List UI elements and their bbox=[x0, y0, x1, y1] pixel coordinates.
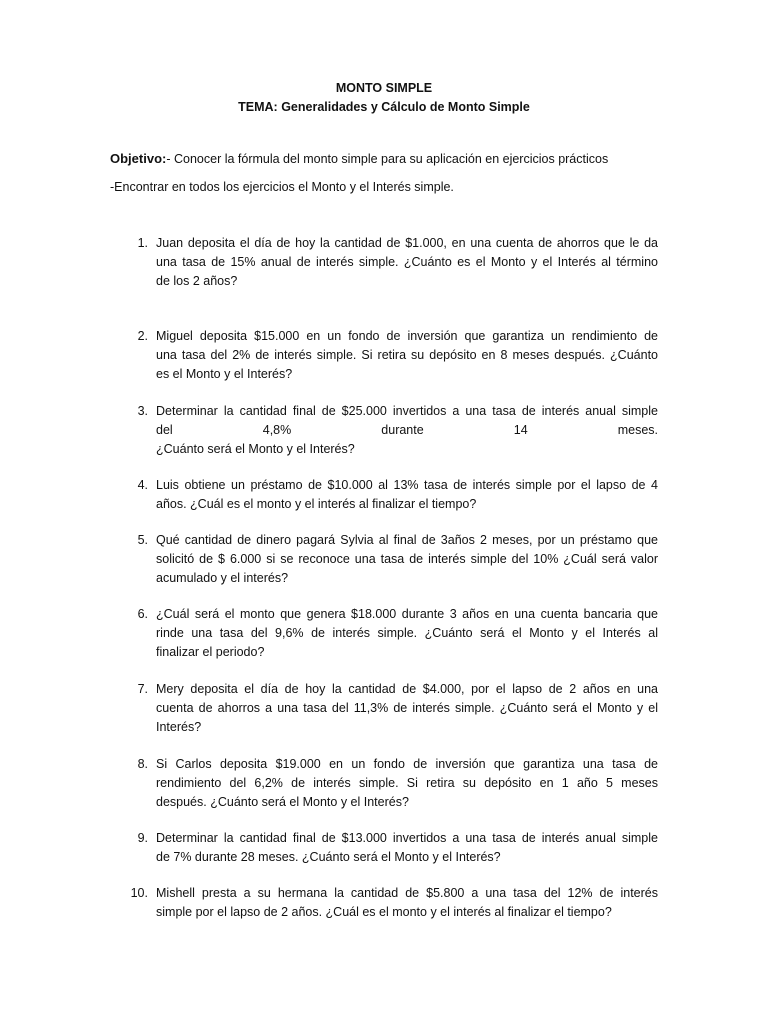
item-text bbox=[156, 680, 658, 737]
item-number: 2. bbox=[137, 329, 148, 343]
objective-line bbox=[110, 151, 608, 167]
item-text-line: una tasa de 15% anual de interés simple. ¿Cuánto es el Monto y el Interés al término bbox=[156, 255, 658, 269]
item-text bbox=[156, 402, 658, 459]
item-text-line: una tasa del 2% de interés simple. Si retira su depósito en 8 meses después. ¿Cuánto bbox=[156, 348, 658, 362]
objective-second-line: -Encontrar en todos los ejercicios el Monto y el Interés simple. bbox=[110, 180, 454, 194]
item-number: 4. bbox=[137, 478, 148, 492]
page-subtitle: TEMA: Generalidades y Cálculo de Monto Simple bbox=[238, 100, 530, 114]
item-text-line: cuenta de ahorros a una tasa del 11,3% de interés simple. ¿Cuánto será el Monto y el bbox=[156, 701, 658, 715]
item-text-line: años. ¿Cuál es el monto y el interés al finalizar el tiempo? bbox=[156, 497, 477, 511]
item-text-line: Mishell presta a su hermana la cantidad de $5.800 a una tasa del 12% de interés bbox=[156, 886, 658, 900]
item-text-line: de 7% durante 28 meses. ¿Cuánto será el Monto y el Interés? bbox=[156, 850, 501, 864]
item-text-line: acumulado y el interés? bbox=[156, 571, 289, 585]
item-text-line: después. ¿Cuánto será el Monto y el Interés? bbox=[156, 795, 409, 809]
item-number: 3. bbox=[137, 404, 148, 418]
item-text bbox=[156, 605, 658, 662]
item-text-line: Qué cantidad de dinero pagará Sylvia al final de 3años 2 meses, por un préstamo que bbox=[156, 533, 658, 547]
item-number: 7. bbox=[137, 682, 148, 696]
item-text bbox=[156, 755, 658, 812]
item-text-line: solicitó de $ 6.000 si se reconoce una tasa de interés simple del 10% ¿Cuál será valor bbox=[156, 552, 658, 566]
item-text bbox=[156, 531, 658, 588]
item-text-line: ¿Cuánto será el Monto y el Interés? bbox=[156, 442, 355, 456]
objective-label: Objetivo: bbox=[110, 151, 167, 166]
objective-text: - Conocer la fórmula del monto simple para su aplicación en ejercicios prácticos bbox=[166, 152, 609, 166]
item-number: 5. bbox=[137, 533, 148, 547]
item-text bbox=[156, 476, 658, 514]
page-title: MONTO SIMPLE bbox=[335, 81, 433, 95]
item-text-line: rendimiento del 6,2% de interés simple. Si retira su depósito en 1 año 5 meses bbox=[156, 776, 658, 790]
item-text-line: rinde una tasa del 9,6% de interés simple. ¿Cuánto será el Monto y el Interés al bbox=[156, 626, 658, 640]
item-text-line: Mery deposita el día de hoy la cantidad de $4.000, por el lapso de 2 años en una bbox=[156, 682, 658, 696]
item-text bbox=[156, 829, 658, 867]
item-text bbox=[156, 327, 658, 384]
item-text-line: Miguel deposita $15.000 en un fondo de inversión que garantiza un rendimiento de bbox=[156, 329, 658, 343]
item-text-line: es el Monto y el Interés? bbox=[156, 367, 293, 381]
item-number: 8. bbox=[137, 757, 148, 771]
item-text-line: Si Carlos deposita $19.000 en un fondo de inversión que garantiza una tasa de bbox=[156, 757, 658, 771]
item-number: 9. bbox=[137, 831, 148, 845]
item-text bbox=[156, 234, 658, 291]
item-number: 6. bbox=[137, 607, 148, 621]
item-text-line: Juan deposita el día de hoy la cantidad de $1.000, en una cuenta de ahorros que le da bbox=[156, 236, 658, 250]
item-text-line: del 4,8% durante 14 meses. bbox=[156, 423, 658, 437]
item-text-line: Interés? bbox=[156, 720, 202, 734]
item-text-line: finalizar el periodo? bbox=[156, 645, 265, 659]
item-text-line: Luis obtiene un préstamo de $10.000 al 13% tasa de interés simple por el lapso de 4 bbox=[156, 478, 658, 492]
item-text-line: ¿Cuál será el monto que genera $18.000 durante 3 años en una cuenta bancaria que bbox=[156, 607, 658, 621]
item-number: 1. bbox=[137, 236, 148, 250]
item-number: 10. bbox=[130, 886, 148, 900]
item-text-line: Determinar la cantidad final de $13.000 invertidos a una tasa de interés anual simple bbox=[156, 831, 658, 845]
item-text-line: Determinar la cantidad final de $25.000 invertidos a una tasa de interés anual simple bbox=[156, 404, 658, 418]
item-text-line: de los 2 años? bbox=[156, 274, 238, 288]
item-text bbox=[156, 884, 658, 922]
item-text-line: simple por el lapso de 2 años. ¿Cuál es el monto y el interés al finalizar el tiempo? bbox=[156, 905, 612, 919]
